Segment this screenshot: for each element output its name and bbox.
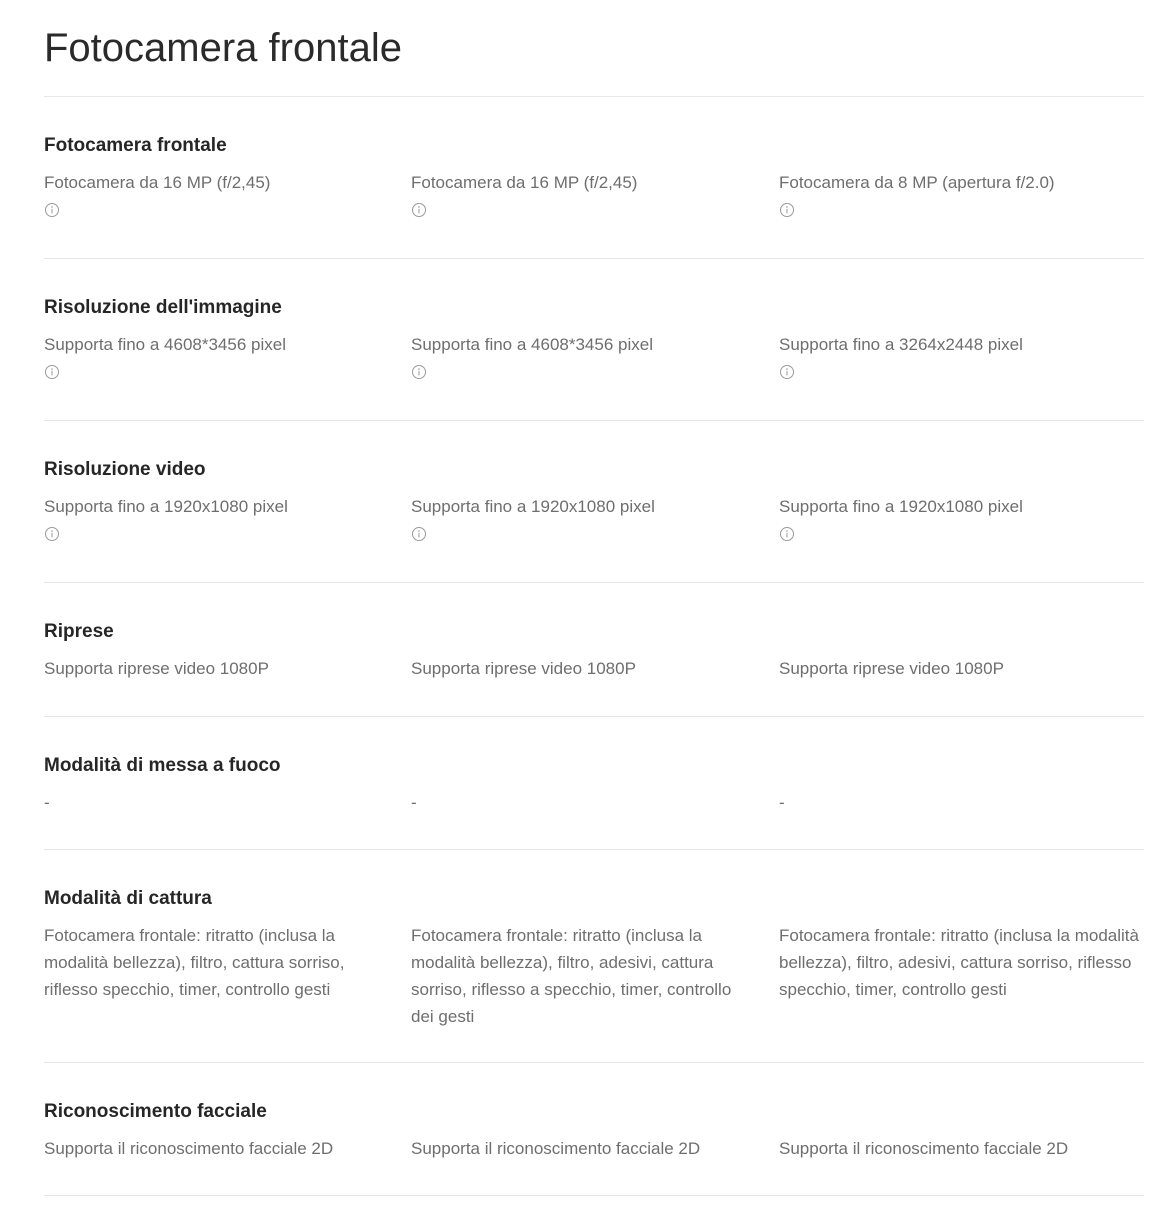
spec-cell	[411, 169, 747, 218]
info-circle-icon[interactable]	[779, 364, 795, 380]
spec-cell	[779, 655, 1159, 682]
page-title: Fotocamera frontale	[44, 26, 402, 70]
info-circle-icon[interactable]	[44, 364, 60, 380]
spec-value: Supporta riprese video 1080P	[411, 659, 636, 678]
spec-value: Fotocamera frontale: ritratto (inclusa la modalità bellezza), filtro, cattura sorriso, riflesso specchio, timer, controllo gesti	[44, 926, 345, 999]
spec-cell	[779, 169, 1159, 218]
section-title: Riprese	[44, 621, 114, 642]
info-circle-icon[interactable]	[44, 526, 60, 542]
spec-value: -	[411, 793, 417, 812]
spec-cell	[44, 331, 380, 380]
spec-cell	[411, 789, 747, 816]
spec-cell	[411, 655, 747, 682]
spec-value: -	[779, 793, 785, 812]
section-title: Modalità di messa a fuoco	[44, 755, 281, 776]
section-face-recognition	[44, 1062, 1144, 1196]
spec-value: Fotocamera da 16 MP (f/2,45)	[44, 173, 271, 192]
spec-cell	[411, 1135, 747, 1162]
section-image-resolution	[44, 258, 1144, 420]
spec-value: Supporta fino a 4608*3456 pixel	[44, 335, 286, 354]
spec-value: Supporta il riconoscimento facciale 2D	[411, 1139, 701, 1158]
section-video-resolution	[44, 420, 1144, 582]
info-circle-icon[interactable]	[779, 526, 795, 542]
section-focus-mode	[44, 716, 1144, 849]
spec-value: -	[44, 793, 50, 812]
spec-cell	[411, 493, 747, 542]
spec-cell	[44, 922, 380, 1003]
info-circle-icon[interactable]	[44, 202, 60, 218]
info-circle-icon[interactable]	[779, 202, 795, 218]
section-front-camera	[44, 96, 1144, 258]
section-recording	[44, 582, 1144, 716]
spec-value: Supporta fino a 1920x1080 pixel	[779, 497, 1023, 516]
section-title: Risoluzione video	[44, 459, 206, 480]
spec-cell	[411, 922, 747, 1030]
spec-value: Supporta fino a 3264x2448 pixel	[779, 335, 1023, 354]
spec-value: Fotocamera da 16 MP (f/2,45)	[411, 173, 638, 192]
spec-cell	[44, 789, 380, 816]
info-circle-icon[interactable]	[411, 364, 427, 380]
spec-value: Fotocamera frontale: ritratto (inclusa la modalità bellezza), filtro, adesivi, cattura sorriso, riflesso a specchio, timer, controllo dei gesti	[411, 926, 732, 1026]
section-title: Modalità di cattura	[44, 888, 212, 909]
info-circle-icon[interactable]	[411, 526, 427, 542]
spec-cell	[44, 493, 380, 542]
section-title: Risoluzione dell'immagine	[44, 297, 282, 318]
spec-cell	[779, 331, 1159, 380]
spec-value: Supporta fino a 4608*3456 pixel	[411, 335, 653, 354]
spec-value: Supporta il riconoscimento facciale 2D	[779, 1139, 1069, 1158]
spec-value: Supporta il riconoscimento facciale 2D	[44, 1139, 334, 1158]
spec-value: Fotocamera da 8 MP (apertura f/2.0)	[779, 173, 1055, 192]
section-title: Riconoscimento facciale	[44, 1101, 267, 1122]
spec-value: Supporta fino a 1920x1080 pixel	[44, 497, 288, 516]
spec-value: Supporta riprese video 1080P	[44, 659, 269, 678]
spec-value: Fotocamera frontale: ritratto (inclusa la modalità bellezza), filtro, adesivi, cattura sorriso, riflesso specchio, timer, controllo gesti	[779, 926, 1139, 999]
spec-cell	[44, 1135, 380, 1162]
spec-cell	[44, 169, 380, 218]
spec-cell	[779, 1135, 1159, 1162]
spec-cell	[779, 493, 1159, 542]
spec-cell	[411, 331, 747, 380]
info-circle-icon[interactable]	[411, 202, 427, 218]
spec-cell	[779, 789, 1159, 816]
spec-sections	[44, 96, 1144, 1196]
spec-value: Supporta fino a 1920x1080 pixel	[411, 497, 655, 516]
section-capture-mode	[44, 849, 1144, 1062]
section-title: Fotocamera frontale	[44, 135, 227, 156]
spec-cell	[44, 655, 380, 682]
spec-value: Supporta riprese video 1080P	[779, 659, 1004, 678]
spec-cell	[779, 922, 1159, 1003]
